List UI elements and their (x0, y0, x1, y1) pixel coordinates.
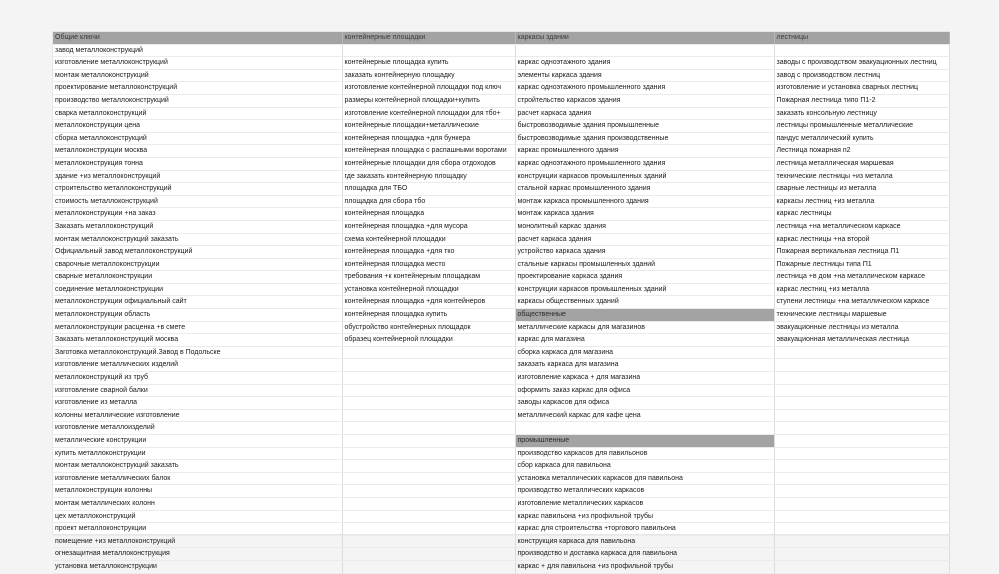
cell-stairs[interactable]: лестница металлическая маршевая (774, 157, 949, 170)
table-row (53, 170, 949, 183)
cell-stairs[interactable]: ступени лестницы +на металлическом каркасе (774, 296, 949, 309)
cell-general-keys[interactable]: изготовление металлических изделий (53, 359, 342, 372)
cell-building-frames[interactable]: монолитный каркас здания (515, 220, 774, 233)
cell-building-frames[interactable]: конструкция каркаса для павильона (515, 535, 774, 548)
cell-general-keys[interactable]: изготовление металлоконструкций (53, 57, 342, 70)
cell-general-keys[interactable]: колонны металлические изготовление (53, 409, 342, 422)
cell-general-keys[interactable]: металлоконструкции цена (53, 120, 342, 133)
cell-stairs[interactable]: эвакуационная металлическая лестница (774, 334, 949, 347)
cell-building-frames[interactable]: оформить заказ каркас для офиса (515, 384, 774, 397)
table-row (53, 548, 949, 561)
cell-stairs[interactable]: каркас лестницы (774, 208, 949, 221)
table-row (53, 57, 949, 70)
cell-container-platforms[interactable]: контейнерные площадка купить (342, 57, 515, 70)
cell-general-keys[interactable]: сборка металлоконструкций (53, 132, 342, 145)
cell-stairs[interactable]: Пожарные лестницы типа П1 (774, 258, 949, 271)
cell-building-frames[interactable]: производство и доставка каркаса для павильона (515, 548, 774, 561)
table-row (53, 384, 949, 397)
cell-container-platforms[interactable] (342, 535, 515, 548)
table-row (53, 208, 949, 221)
cell-container-platforms[interactable]: площадка для ТБО (342, 183, 515, 196)
table-row (53, 510, 949, 523)
cell-stairs[interactable] (774, 409, 949, 422)
cell-container-platforms[interactable]: контейнерная площадка +для мусора (342, 220, 515, 233)
cell-general-keys[interactable]: металлоконструкции область (53, 309, 342, 322)
table-row (53, 69, 949, 82)
cell-container-platforms[interactable]: контейнерная площадка +для контейнеров (342, 296, 515, 309)
table-row (53, 271, 949, 284)
cell-stairs[interactable] (774, 485, 949, 498)
cell-stairs[interactable]: Пожарная вертикальная лестница П1 (774, 246, 949, 259)
cell-general-keys[interactable]: металлоконструкций из труб (53, 372, 342, 385)
cell-building-frames[interactable]: производство металлических каркасов (515, 485, 774, 498)
table-row (53, 107, 949, 120)
cell-building-frames[interactable]: изготовление каркаса + для магазина (515, 372, 774, 385)
cell-container-platforms[interactable]: контейнерные площадки+металлические (342, 120, 515, 133)
cell-general-keys[interactable]: Официальный завод металлоконструкций (53, 246, 342, 259)
table-row (53, 246, 949, 259)
cell-building-frames[interactable]: каркас павильона +из профильной трубы (515, 510, 774, 523)
cell-building-frames[interactable]: каркас одноэтажного промышленного здания (515, 82, 774, 95)
cell-container-platforms[interactable]: образец контейнерной площадки (342, 334, 515, 347)
cell-building-frames[interactable] (515, 44, 774, 57)
cell-container-platforms[interactable] (342, 44, 515, 57)
cell-container-platforms[interactable]: схема контейнерной площадки (342, 233, 515, 246)
cell-building-frames[interactable]: расчет каркаса здания (515, 233, 774, 246)
cell-general-keys[interactable]: цех металлоконструкций (53, 510, 342, 523)
cell-stairs[interactable]: каркас лестниц +из металла (774, 283, 949, 296)
cell-stairs[interactable]: Пожарная лестница типо П1-2 (774, 94, 949, 107)
cell-building-frames[interactable]: промышленные (515, 435, 774, 448)
cell-building-frames[interactable]: заводы каркасов для офиса (515, 397, 774, 410)
cell-general-keys[interactable]: строительство металлоконструкций (53, 183, 342, 196)
table-row (53, 44, 949, 57)
cell-building-frames[interactable]: каркас для строительства +торгового павильона (515, 523, 774, 536)
cell-building-frames[interactable]: сборка каркаса для магазина (515, 346, 774, 359)
table-row (53, 485, 949, 498)
cell-container-platforms[interactable]: заказать контейнерную площадку (342, 69, 515, 82)
table-row (53, 157, 949, 170)
cell-stairs[interactable]: лестницы промышленные металлические (774, 120, 949, 133)
table-row (53, 82, 949, 95)
cell-stairs[interactable] (774, 435, 949, 448)
cell-building-frames[interactable]: расчет каркаса здания (515, 107, 774, 120)
table-row (53, 94, 949, 107)
cell-building-frames[interactable]: быстровозводимые здания производственные (515, 132, 774, 145)
cell-building-frames[interactable]: стальные каркасы промышленных зданий (515, 258, 774, 271)
table-row (53, 472, 949, 485)
cell-building-frames[interactable]: устройство каркаса здания (515, 246, 774, 259)
cell-container-platforms[interactable] (342, 422, 515, 435)
cell-building-frames[interactable]: каркас + для павильона +из профильной трубы (515, 560, 774, 573)
cell-building-frames[interactable]: конструкции каркасов промышленных зданий (515, 170, 774, 183)
cell-stairs[interactable] (774, 535, 949, 548)
cell-stairs[interactable] (774, 560, 949, 573)
cell-general-keys[interactable]: производство металлоконструкций (53, 94, 342, 107)
cell-general-keys[interactable]: Заказать металлоконструкций (53, 220, 342, 233)
cell-general-keys[interactable]: металлические конструкции (53, 435, 342, 448)
cell-container-platforms[interactable] (342, 548, 515, 561)
table-row (53, 120, 949, 133)
cell-building-frames[interactable]: стройтельство каркасов здания (515, 94, 774, 107)
cell-general-keys[interactable]: соединение металлоконструкции (53, 283, 342, 296)
table-row (53, 309, 949, 322)
cell-stairs[interactable] (774, 510, 949, 523)
cell-building-frames[interactable] (515, 422, 774, 435)
cell-building-frames[interactable]: производство каркасов для павильонов (515, 447, 774, 460)
cell-container-platforms[interactable] (342, 472, 515, 485)
cell-container-platforms[interactable] (342, 560, 515, 573)
cell-container-platforms[interactable]: контейнерная площадка с распашными воротами (342, 145, 515, 158)
cell-general-keys[interactable]: изготовление сварной балки (53, 384, 342, 397)
cell-container-platforms[interactable]: изготовление контейнерной площадки для тбо+ (342, 107, 515, 120)
cell-container-platforms[interactable]: требования +к контейнерным площадкам (342, 271, 515, 284)
cell-building-frames[interactable]: каркас одноэтажного здания (515, 57, 774, 70)
cell-general-keys[interactable]: купить металлоконструкции (53, 447, 342, 460)
cell-building-frames[interactable]: каркас одноэтажного промышленного здания (515, 157, 774, 170)
header-cell-general-keys[interactable]: Общие ключи (53, 32, 342, 44)
cell-container-platforms[interactable] (342, 435, 515, 448)
cell-building-frames[interactable]: металлические каркасы для магазинов (515, 321, 774, 334)
table-row (53, 195, 949, 208)
cell-building-frames[interactable]: каркасы общественных зданий (515, 296, 774, 309)
cell-building-frames[interactable]: быстровозводимые здания промышленные (515, 120, 774, 133)
cell-stairs[interactable]: заказать консольную лестницу (774, 107, 949, 120)
cell-stairs[interactable] (774, 447, 949, 460)
cell-general-keys[interactable]: изготовление металлоизделий (53, 422, 342, 435)
cell-general-keys[interactable]: металлоконструкции +на заказ (53, 208, 342, 221)
cell-stairs[interactable] (774, 523, 949, 536)
cell-general-keys[interactable]: монтаж металлических колонн (53, 497, 342, 510)
cell-container-platforms[interactable]: обустройство контейнерных площадок (342, 321, 515, 334)
table-row (53, 447, 949, 460)
table-row (53, 183, 949, 196)
table-row (53, 346, 949, 359)
cell-building-frames[interactable]: каркас промышленного здания (515, 145, 774, 158)
cell-building-frames[interactable]: заказать каркаса для магазина (515, 359, 774, 372)
cell-building-frames[interactable]: изготовление металлических каркасов (515, 497, 774, 510)
table-row (53, 523, 949, 536)
table-row (53, 334, 949, 347)
cell-general-keys[interactable]: Заготовка металлоконструкций.Завод в Подольске (53, 346, 342, 359)
cell-building-frames[interactable]: общественные (515, 309, 774, 322)
cell-container-platforms[interactable] (342, 346, 515, 359)
table-row (53, 258, 949, 271)
cell-container-platforms[interactable] (342, 510, 515, 523)
cell-building-frames[interactable]: стальной каркас промышленного здания (515, 183, 774, 196)
cell-building-frames[interactable]: сбор каркаса для павильона (515, 460, 774, 473)
cell-stairs[interactable] (774, 372, 949, 385)
cell-container-platforms[interactable] (342, 372, 515, 385)
cell-container-platforms[interactable] (342, 447, 515, 460)
cell-stairs[interactable] (774, 548, 949, 561)
cell-container-platforms[interactable]: площадка для сбора тбо (342, 195, 515, 208)
table-row (53, 435, 949, 448)
cell-general-keys[interactable]: сварочные металлоконструкции (53, 258, 342, 271)
cell-building-frames[interactable]: установка металлических каркасов для павильона (515, 472, 774, 485)
cell-container-platforms[interactable] (342, 409, 515, 422)
cell-container-platforms[interactable]: контейнерная площадка +для бункера (342, 132, 515, 145)
cell-stairs[interactable]: эвакуационные лестницы из металла (774, 321, 949, 334)
cell-general-keys[interactable]: завод металлоконструкций (53, 44, 342, 57)
cell-stairs[interactable]: каркас лестницы +на второй (774, 233, 949, 246)
table-row (53, 233, 949, 246)
cell-building-frames[interactable]: монтаж каркаса промышленного здания (515, 195, 774, 208)
cell-container-platforms[interactable]: контейнерная площадка +для тко (342, 246, 515, 259)
cell-general-keys[interactable]: проект металлоконструкции (53, 523, 342, 536)
header-cell-container-platforms[interactable]: контейнерные площадки (342, 32, 515, 44)
cell-building-frames[interactable]: каркас для магазина (515, 334, 774, 347)
cell-general-keys[interactable]: металлоконструкции москва (53, 145, 342, 158)
table-row (53, 220, 949, 233)
cell-building-frames[interactable]: монтаж каркаса здания (515, 208, 774, 221)
cell-container-platforms[interactable] (342, 523, 515, 536)
table-row (53, 460, 949, 473)
cell-container-platforms[interactable] (342, 397, 515, 410)
cell-stairs[interactable]: заводы с производством эвакуационных лестниц (774, 57, 949, 70)
table-row (53, 409, 949, 422)
cell-container-platforms[interactable]: установка контейнерной площадки (342, 283, 515, 296)
header-cell-stairs[interactable]: лестницы (774, 32, 949, 44)
cell-general-keys[interactable]: здание +из металлоконструкций (53, 170, 342, 183)
cell-stairs[interactable]: лестница +в дом +на металлическом каркасе (774, 271, 949, 284)
cell-stairs[interactable]: технические лестницы маршевые (774, 309, 949, 322)
cell-general-keys[interactable]: монтаж металлоконструкций заказать (53, 233, 342, 246)
cell-stairs[interactable] (774, 384, 949, 397)
cell-stairs[interactable] (774, 472, 949, 485)
table-row (53, 145, 949, 158)
cell-container-platforms[interactable]: контейнерная площадка купить (342, 309, 515, 322)
table-row (53, 422, 949, 435)
cell-container-platforms[interactable]: контейнерная площадка (342, 208, 515, 221)
table-row (53, 283, 949, 296)
table-row (53, 321, 949, 334)
cell-general-keys[interactable]: металлоконструкция тонна (53, 157, 342, 170)
cell-stairs[interactable] (774, 397, 949, 410)
cell-container-platforms[interactable] (342, 485, 515, 498)
cell-stairs[interactable] (774, 497, 949, 510)
table-row (53, 560, 949, 573)
cell-stairs[interactable]: завод с производством лестниц (774, 69, 949, 82)
cell-stairs[interactable] (774, 422, 949, 435)
cell-general-keys[interactable]: изготовление из металла (53, 397, 342, 410)
cell-general-keys[interactable]: изготовление металлических балок (53, 472, 342, 485)
cell-general-keys[interactable]: сварные металлоконструкции (53, 271, 342, 284)
cell-general-keys[interactable]: огнезащитная металлоконструкция (53, 548, 342, 561)
cell-general-keys[interactable]: помещение +из металлоконструкций (53, 535, 342, 548)
table-row (53, 535, 949, 548)
cell-stairs[interactable] (774, 460, 949, 473)
table-row (53, 296, 949, 309)
cell-building-frames[interactable]: конструкции каркасов промышленных зданий (515, 283, 774, 296)
cell-container-platforms[interactable]: где заказать контейнерную площадку (342, 170, 515, 183)
table-row (53, 359, 949, 372)
cell-container-platforms[interactable] (342, 460, 515, 473)
cell-container-platforms[interactable]: изготовление контейнерной площадки под ключ (342, 82, 515, 95)
cell-stairs[interactable]: технические лестницы +из металла (774, 170, 949, 183)
cell-general-keys[interactable]: Заказать металлоконструкций москва (53, 334, 342, 347)
cell-building-frames[interactable]: проектирование каркаса здания (515, 271, 774, 284)
cell-container-platforms[interactable]: контейнерные площадки для сбора отдоходов (342, 157, 515, 170)
cell-stairs[interactable]: каркасы лестниц +из металла (774, 195, 949, 208)
cell-general-keys[interactable]: стоимость металлоконструкций (53, 195, 342, 208)
cell-building-frames[interactable]: металлический каркас для кафе цена (515, 409, 774, 422)
cell-container-platforms[interactable] (342, 359, 515, 372)
header-cell-building-frames[interactable]: каркасы здании (515, 32, 774, 44)
keywords-table (53, 32, 950, 574)
cell-stairs[interactable] (774, 346, 949, 359)
table-row (53, 372, 949, 385)
cell-general-keys[interactable]: металлоконструкции официальный сайт (53, 296, 342, 309)
cell-container-platforms[interactable]: размеры контейнерной площадки+купить (342, 94, 515, 107)
cell-stairs[interactable]: сварные лестницы из металла (774, 183, 949, 196)
cell-stairs[interactable]: лестница +на металлическом каркасе (774, 220, 949, 233)
cell-stairs[interactable]: Лестница пожарная п2 (774, 145, 949, 158)
spreadsheet (52, 31, 950, 570)
cell-stairs[interactable] (774, 359, 949, 372)
table-row (53, 397, 949, 410)
table-row (53, 132, 949, 145)
cell-general-keys[interactable]: металлоконструкции колонны (53, 485, 342, 498)
cell-general-keys[interactable]: монтаж металлоконструкций (53, 69, 342, 82)
cell-stairs[interactable] (774, 44, 949, 57)
cell-building-frames[interactable]: элементы каркаса здания (515, 69, 774, 82)
cell-general-keys[interactable]: сварка металлоконструкций (53, 107, 342, 120)
cell-stairs[interactable]: пандус металлический купить (774, 132, 949, 145)
cell-general-keys[interactable]: проектирование металлоконструкций (53, 82, 342, 95)
cell-container-platforms[interactable] (342, 497, 515, 510)
header-row (53, 32, 949, 44)
cell-stairs[interactable]: изготовление и установка сварных лестниц (774, 82, 949, 95)
table-row (53, 497, 949, 510)
cell-container-platforms[interactable]: контейнерная площадка место (342, 258, 515, 271)
cell-container-platforms[interactable] (342, 384, 515, 397)
cell-general-keys[interactable]: металлоконструкции расценка +в смете (53, 321, 342, 334)
cell-general-keys[interactable]: монтаж металлоконструкций заказать (53, 460, 342, 473)
cell-general-keys[interactable]: установка металлоконструкции (53, 560, 342, 573)
